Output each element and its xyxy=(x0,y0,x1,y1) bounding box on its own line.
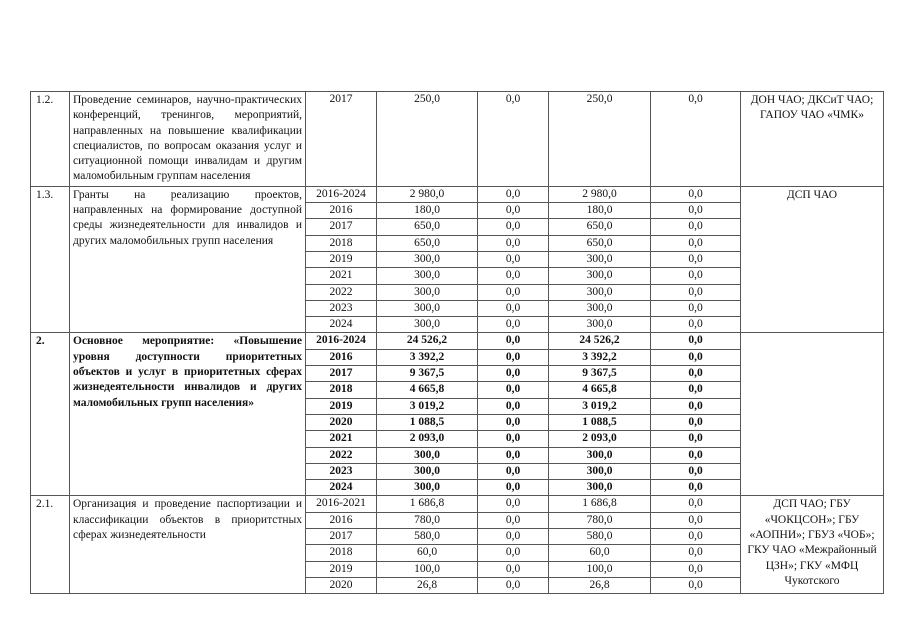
other-sources-cell: 0,0 xyxy=(651,496,741,512)
federal-budget-cell: 0,0 xyxy=(478,545,549,561)
other-sources-cell: 0,0 xyxy=(651,251,741,267)
total-cell: 26,8 xyxy=(377,577,478,593)
table-row xyxy=(31,496,884,512)
total-cell: 24 526,2 xyxy=(377,333,478,349)
total-cell: 300,0 xyxy=(377,300,478,316)
year-cell: 2023 xyxy=(306,300,377,316)
other-sources-cell: 0,0 xyxy=(651,414,741,430)
federal-budget-cell: 0,0 xyxy=(478,431,549,447)
district-budget-cell: 100,0 xyxy=(549,561,651,577)
district-budget-cell: 300,0 xyxy=(549,268,651,284)
total-cell: 580,0 xyxy=(377,529,478,545)
total-cell: 3 019,2 xyxy=(377,398,478,414)
federal-budget-cell: 0,0 xyxy=(478,333,549,349)
federal-budget-cell: 0,0 xyxy=(478,92,549,187)
district-budget-cell: 3 392,2 xyxy=(549,349,651,365)
federal-budget-cell: 0,0 xyxy=(478,284,549,300)
item-description: Гранты на реализацию проектов, направленных на формирование доступной среды жизнедеятельности для инвалидов и других маломобильных групп населения xyxy=(70,186,306,333)
other-sources-cell: 0,0 xyxy=(651,219,741,235)
table-row xyxy=(31,186,884,202)
federal-budget-cell: 0,0 xyxy=(478,300,549,316)
total-cell: 300,0 xyxy=(377,251,478,267)
other-sources-cell: 0,0 xyxy=(651,398,741,414)
year-cell: 2017 xyxy=(306,529,377,545)
program-table xyxy=(30,91,884,594)
total-cell: 300,0 xyxy=(377,480,478,496)
year-cell: 2022 xyxy=(306,284,377,300)
federal-budget-cell: 0,0 xyxy=(478,349,549,365)
other-sources-cell: 0,0 xyxy=(651,529,741,545)
total-cell: 2 980,0 xyxy=(377,186,478,202)
total-cell: 3 392,2 xyxy=(377,349,478,365)
federal-budget-cell: 0,0 xyxy=(478,577,549,593)
total-cell: 1 686,8 xyxy=(377,496,478,512)
other-sources-cell: 0,0 xyxy=(651,512,741,528)
year-cell: 2016 xyxy=(306,512,377,528)
year-cell: 2017 xyxy=(306,219,377,235)
executor-cell: ДСП ЧАО xyxy=(741,186,884,333)
federal-budget-cell: 0,0 xyxy=(478,414,549,430)
federal-budget-cell: 0,0 xyxy=(478,463,549,479)
district-budget-cell: 9 367,5 xyxy=(549,366,651,382)
district-budget-cell: 580,0 xyxy=(549,529,651,545)
federal-budget-cell: 0,0 xyxy=(478,366,549,382)
year-cell: 2018 xyxy=(306,235,377,251)
item-number: 2.1. xyxy=(31,496,70,594)
district-budget-cell: 300,0 xyxy=(549,317,651,333)
total-cell: 4 665,8 xyxy=(377,382,478,398)
federal-budget-cell: 0,0 xyxy=(478,512,549,528)
total-cell: 2 093,0 xyxy=(377,431,478,447)
total-cell: 300,0 xyxy=(377,447,478,463)
year-cell: 2017 xyxy=(306,366,377,382)
other-sources-cell: 0,0 xyxy=(651,447,741,463)
other-sources-cell: 0,0 xyxy=(651,284,741,300)
total-cell: 180,0 xyxy=(377,203,478,219)
total-cell: 300,0 xyxy=(377,268,478,284)
year-cell: 2019 xyxy=(306,561,377,577)
other-sources-cell: 0,0 xyxy=(651,577,741,593)
other-sources-cell: 0,0 xyxy=(651,480,741,496)
year-cell: 2020 xyxy=(306,577,377,593)
total-cell: 650,0 xyxy=(377,219,478,235)
other-sources-cell: 0,0 xyxy=(651,545,741,561)
other-sources-cell: 0,0 xyxy=(651,317,741,333)
other-sources-cell: 0,0 xyxy=(651,300,741,316)
executor-cell: ДОН ЧАО; ДКСиТ ЧАО; ГАПОУ ЧАО «ЧМК» xyxy=(741,92,884,187)
total-cell: 300,0 xyxy=(377,317,478,333)
federal-budget-cell: 0,0 xyxy=(478,203,549,219)
year-cell: 2024 xyxy=(306,317,377,333)
total-cell: 650,0 xyxy=(377,235,478,251)
year-cell: 2020 xyxy=(306,414,377,430)
district-budget-cell: 2 980,0 xyxy=(549,186,651,202)
other-sources-cell: 0,0 xyxy=(651,431,741,447)
year-cell: 2021 xyxy=(306,431,377,447)
total-cell: 250,0 xyxy=(377,92,478,187)
federal-budget-cell: 0,0 xyxy=(478,447,549,463)
table-row xyxy=(31,333,884,349)
year-cell: 2019 xyxy=(306,251,377,267)
year-cell: 2016-2021 xyxy=(306,496,377,512)
total-cell: 60,0 xyxy=(377,545,478,561)
federal-budget-cell: 0,0 xyxy=(478,398,549,414)
executor-cell: ДСП ЧАО; ГБУ «ЧОКЦСОН»; ГБУ «АОПНИ»; ГБУЗ «ЧОБ»; ГКУ ЧАО «Межрайонный ЦЗН»; ГКУ «МФЦ Чукотского xyxy=(741,496,884,594)
district-budget-cell: 300,0 xyxy=(549,447,651,463)
federal-budget-cell: 0,0 xyxy=(478,186,549,202)
federal-budget-cell: 0,0 xyxy=(478,529,549,545)
district-budget-cell: 650,0 xyxy=(549,235,651,251)
district-budget-cell: 300,0 xyxy=(549,300,651,316)
district-budget-cell: 60,0 xyxy=(549,545,651,561)
district-budget-cell: 4 665,8 xyxy=(549,382,651,398)
other-sources-cell: 0,0 xyxy=(651,186,741,202)
district-budget-cell: 3 019,2 xyxy=(549,398,651,414)
other-sources-cell: 0,0 xyxy=(651,561,741,577)
federal-budget-cell: 0,0 xyxy=(478,219,549,235)
district-budget-cell: 300,0 xyxy=(549,463,651,479)
other-sources-cell: 0,0 xyxy=(651,203,741,219)
other-sources-cell: 0,0 xyxy=(651,333,741,349)
federal-budget-cell: 0,0 xyxy=(478,480,549,496)
total-cell: 9 367,5 xyxy=(377,366,478,382)
other-sources-cell: 0,0 xyxy=(651,349,741,365)
other-sources-cell: 0,0 xyxy=(651,463,741,479)
district-budget-cell: 300,0 xyxy=(549,480,651,496)
year-cell: 2024 xyxy=(306,480,377,496)
table-body xyxy=(31,92,884,594)
year-cell: 2021 xyxy=(306,268,377,284)
federal-budget-cell: 0,0 xyxy=(478,268,549,284)
district-budget-cell: 24 526,2 xyxy=(549,333,651,349)
federal-budget-cell: 0,0 xyxy=(478,251,549,267)
year-cell: 2016-2024 xyxy=(306,333,377,349)
executor-cell xyxy=(741,333,884,496)
year-cell: 2016 xyxy=(306,349,377,365)
other-sources-cell: 0,0 xyxy=(651,382,741,398)
item-number: 1.3. xyxy=(31,186,70,333)
year-cell: 2018 xyxy=(306,545,377,561)
year-cell: 2019 xyxy=(306,398,377,414)
item-number: 2. xyxy=(31,333,70,496)
district-budget-cell: 250,0 xyxy=(549,92,651,187)
district-budget-cell: 1 686,8 xyxy=(549,496,651,512)
federal-budget-cell: 0,0 xyxy=(478,382,549,398)
district-budget-cell: 1 088,5 xyxy=(549,414,651,430)
district-budget-cell: 2 093,0 xyxy=(549,431,651,447)
other-sources-cell: 0,0 xyxy=(651,92,741,187)
year-cell: 2018 xyxy=(306,382,377,398)
federal-budget-cell: 0,0 xyxy=(478,561,549,577)
district-budget-cell: 780,0 xyxy=(549,512,651,528)
district-budget-cell: 300,0 xyxy=(549,251,651,267)
year-cell: 2016-2024 xyxy=(306,186,377,202)
district-budget-cell: 180,0 xyxy=(549,203,651,219)
year-cell: 2023 xyxy=(306,463,377,479)
item-description: Проведение семинаров, научно-практических конференций, тренингов, мероприятий, направленных на повышение квалификации специалистов, по вопросам оказания услуг и ситуационной помощи инвалидам и другим маломобильным группам населения xyxy=(70,92,306,187)
total-cell: 300,0 xyxy=(377,463,478,479)
federal-budget-cell: 0,0 xyxy=(478,317,549,333)
district-budget-cell: 26,8 xyxy=(549,577,651,593)
year-cell: 2022 xyxy=(306,447,377,463)
item-number: 1.2. xyxy=(31,92,70,187)
year-cell: 2017 xyxy=(306,92,377,187)
federal-budget-cell: 0,0 xyxy=(478,496,549,512)
total-cell: 1 088,5 xyxy=(377,414,478,430)
item-description: Основное мероприятие: «Повышение уровня доступности приоритетных объектов и услуг в приоритетных сферах жизнедеятельности инвалидов и других маломобильных групп населения» xyxy=(70,333,306,496)
total-cell: 780,0 xyxy=(377,512,478,528)
other-sources-cell: 0,0 xyxy=(651,235,741,251)
table-row xyxy=(31,92,884,187)
federal-budget-cell: 0,0 xyxy=(478,235,549,251)
district-budget-cell: 300,0 xyxy=(549,284,651,300)
other-sources-cell: 0,0 xyxy=(651,366,741,382)
item-description: Организация и проведение паспортизации и классификации объектов в приоритстных сферах жизнедеятельности xyxy=(70,496,306,594)
other-sources-cell: 0,0 xyxy=(651,268,741,284)
total-cell: 300,0 xyxy=(377,284,478,300)
year-cell: 2016 xyxy=(306,203,377,219)
total-cell: 100,0 xyxy=(377,561,478,577)
district-budget-cell: 650,0 xyxy=(549,219,651,235)
